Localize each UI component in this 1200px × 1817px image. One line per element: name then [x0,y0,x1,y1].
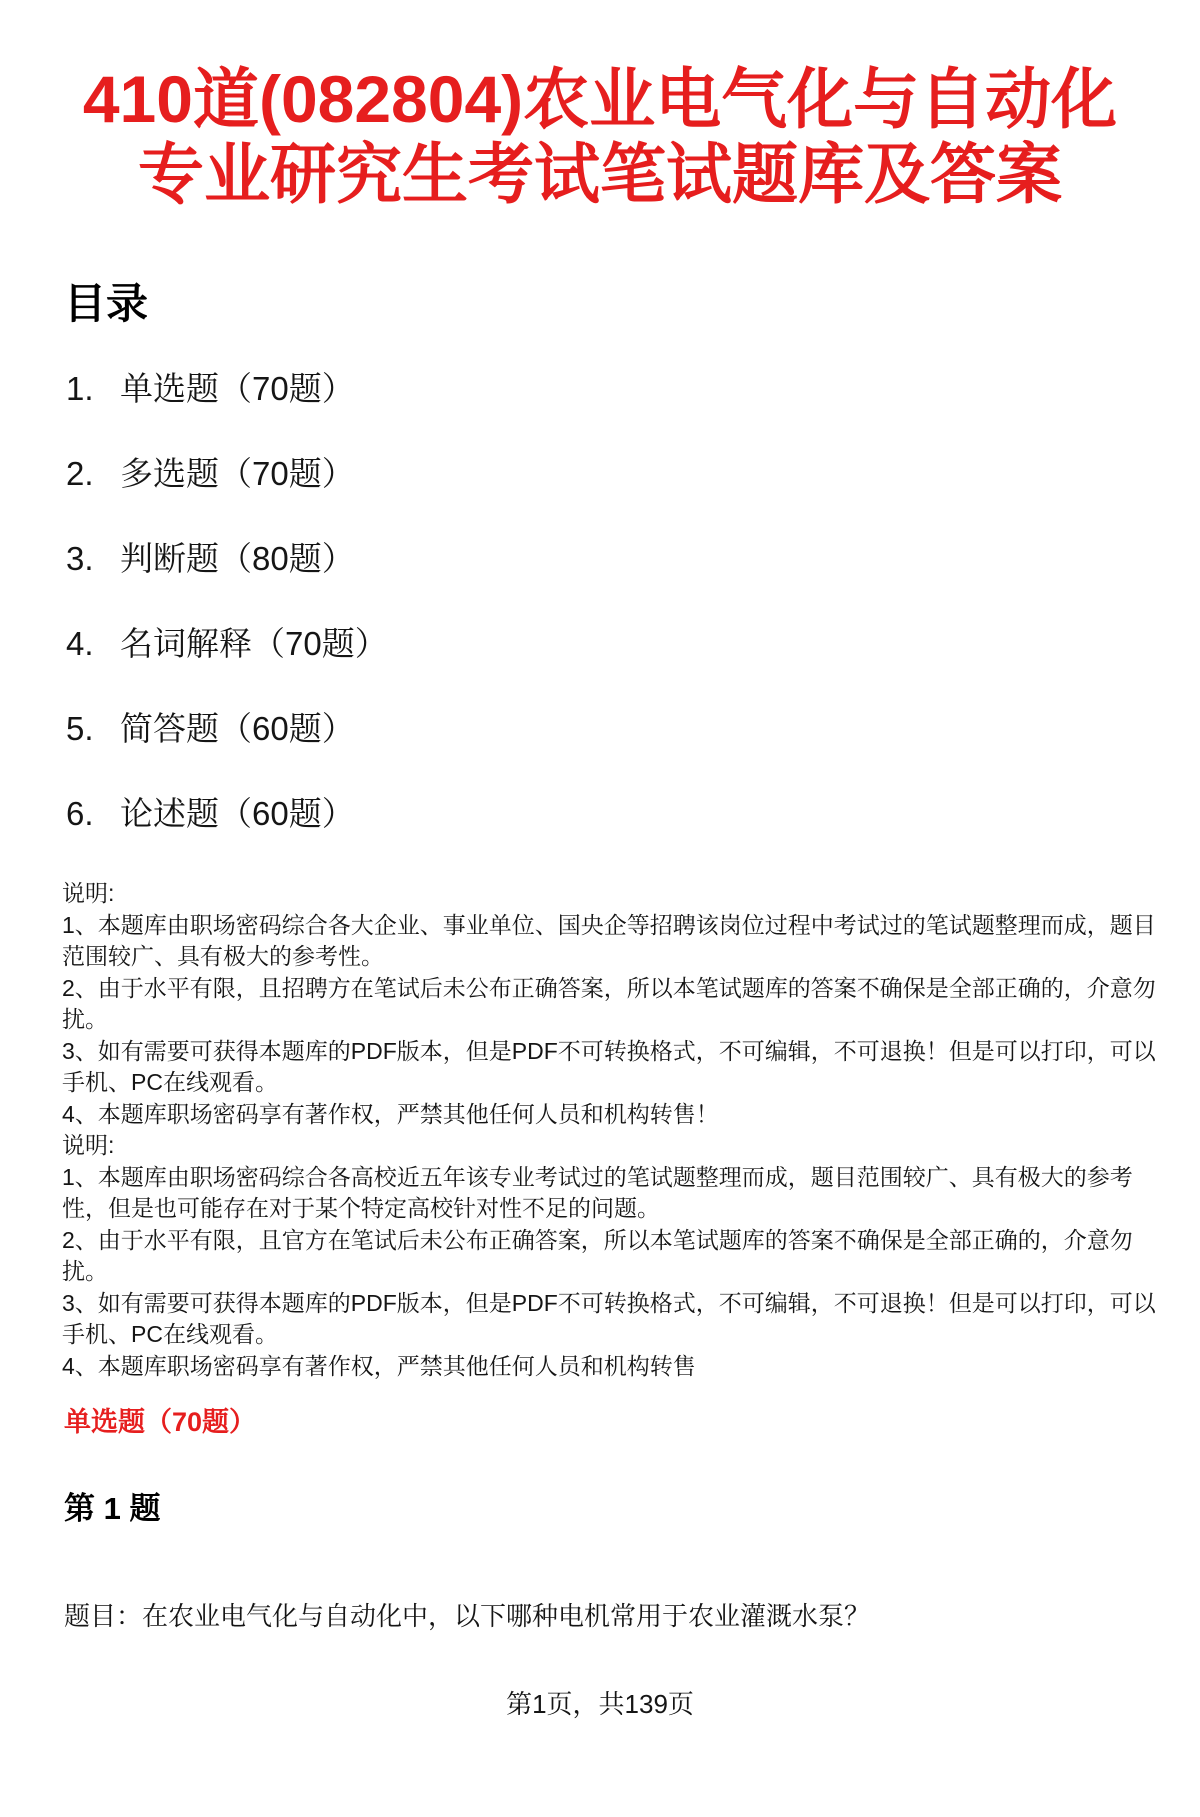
toc-item [66,623,1200,665]
note-line: 1、本题库由职场密码综合各高校近五年该专业考试过的笔试题整理而成，题目范围较广、具有极大的参考性，但是也可能存在对于某个特定高校针对性不足的问题。 [62,1163,1133,1221]
toc-item-number: 4. [66,625,94,662]
notes-heading: 说明: [62,1132,115,1158]
toc-item [66,538,1200,580]
toc-item-label: 名词解释（70题） [120,625,388,662]
toc-item-label: 单选题（70题） [120,370,355,407]
note-line: 1、本题库由职场密码综合各大企业、事业单位、国央企等招聘该岗位过程中考试过的笔试题整理而成，题目范围较广、具有极大的参考性。 [62,911,1156,969]
toc-item-number: 3. [66,540,94,577]
toc-list [66,368,1200,835]
toc-item-number: 2. [66,455,94,492]
note-line: 3、如有需要可获得本题库的PDF版本，但是PDF不可转换格式，不可编辑，不可退换！但是可以打印，可以手机、PC在线观看。 [62,1289,1156,1347]
toc-item [66,368,1200,410]
toc-item-label: 简答题（60题） [120,710,355,747]
toc-heading: 目录 [64,280,149,327]
section-heading-single-choice: 单选题（70题） [64,1407,257,1437]
notes-block-2 [62,1130,1162,1382]
toc-item [66,793,1200,835]
question-text: 题目：在农业电气化与自动化中，以下哪种电机常用于农业灌溉水泵？ [64,1601,871,1631]
toc-item-label: 判断题（80题） [120,540,355,577]
note-line: 2、由于水平有限，且官方在笔试后未公布正确答案，所以本笔试题库的答案不确保是全部正确的，介意勿扰。 [62,1226,1133,1284]
page-number-footer: 第1页，共139页 [506,1689,694,1719]
toc-item-label: 多选题（70题） [120,455,355,492]
toc-item-number: 1. [66,370,94,407]
note-line: 3、如有需要可获得本题库的PDF版本，但是PDF不可转换格式，不可编辑，不可退换！但是可以打印，可以手机、PC在线观看。 [62,1037,1156,1095]
toc-item [66,453,1200,495]
toc-item-number: 5. [66,710,94,747]
toc-item-label: 论述题（60题） [120,795,355,832]
page-title: 410道(082804)农业电气化与自动化专业研究生考试笔试题库及答案 [82,62,1118,211]
notes-heading: 说明: [62,880,115,906]
toc-item [66,708,1200,750]
note-line: 2、由于水平有限，且招聘方在笔试后未公布正确答案，所以本笔试题库的答案不确保是全部正确的，介意勿扰。 [62,974,1156,1032]
note-line: 4、本题库职场密码享有著作权，严禁其他任何人员和机构转售！ [62,1100,719,1127]
notes-block-1 [62,878,1162,1130]
toc-item-number: 6. [66,795,94,832]
document-page [0,62,1200,1817]
note-line: 4、本题库职场密码享有著作权，严禁其他任何人员和机构转售 [62,1352,696,1379]
question-number-heading: 第 1 题 [64,1491,161,1526]
